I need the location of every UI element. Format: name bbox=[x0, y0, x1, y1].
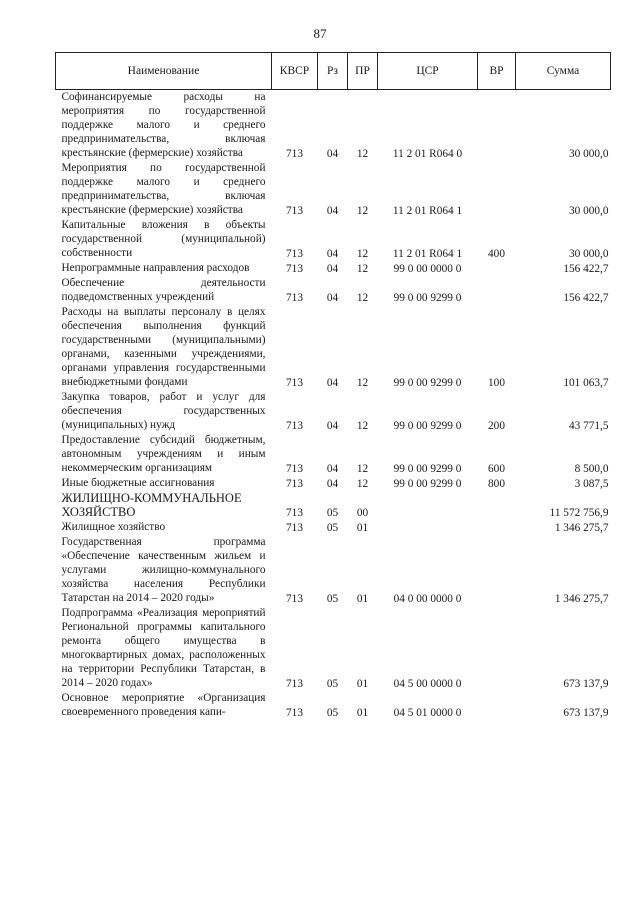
row-rz-cell: 04 bbox=[326, 205, 339, 217]
row-rz-cell: 04 bbox=[326, 463, 339, 475]
row-pr-cell: 12 bbox=[356, 377, 369, 389]
row-csr-cell: 11 2 01 R064 1 bbox=[392, 205, 463, 217]
row-vr-cell bbox=[478, 535, 516, 606]
row-name-cell: Жилищное хозяйство bbox=[61, 521, 166, 533]
table-row bbox=[56, 491, 611, 520]
row-sum-cell: 101 063,7 bbox=[563, 377, 609, 389]
row-pr-cell: 12 bbox=[356, 205, 369, 217]
table-row bbox=[56, 261, 611, 276]
row-kvsr-cell: 713 bbox=[286, 463, 303, 475]
row-csr-cell: 99 0 00 9299 0 bbox=[393, 377, 462, 389]
table-row bbox=[56, 276, 611, 305]
row-sum-cell: 156 422,7 bbox=[563, 263, 609, 275]
row-kvsr-cell: 713 bbox=[286, 420, 303, 432]
row-name-cell: Обеспечение деятельности подведомственных учреждений bbox=[61, 277, 266, 303]
table-row bbox=[56, 535, 611, 606]
row-name-cell: Предоставление субсидий бюджетным, автономным учреждениям и иным некоммерческим организациям bbox=[61, 434, 266, 474]
row-csr-cell: 99 0 00 9299 0 bbox=[393, 478, 462, 490]
row-name-cell: Софинансируемые расходы на мероприятия по государственной поддержке малого и среднего предпринимательства, включая крестьянские (фермерские) хозяйства bbox=[61, 91, 266, 159]
row-rz-cell: 04 bbox=[326, 420, 339, 432]
row-name-cell: Подпрограмма «Реализация мероприятий Региональной программы капитального ремонта общего имущества в многоквартирных домах, расположенных на территории Республики Татарстан, в 2014 – 2020 годах» bbox=[61, 607, 266, 689]
row-rz-cell: 05 bbox=[326, 707, 339, 719]
row-kvsr-cell: 713 bbox=[286, 593, 303, 605]
row-csr-cell: 99 0 00 9299 0 bbox=[393, 292, 462, 304]
row-kvsr-cell: 713 bbox=[286, 377, 303, 389]
row-vr-cell bbox=[478, 276, 516, 305]
header-vr: ВР bbox=[478, 53, 516, 90]
row-rz-cell: 04 bbox=[326, 248, 339, 260]
row-rz-cell: 04 bbox=[326, 292, 339, 304]
row-vr-cell bbox=[478, 606, 516, 691]
row-csr-cell: 11 2 01 R064 1 bbox=[392, 248, 463, 260]
row-kvsr-cell: 713 bbox=[286, 292, 303, 304]
row-name-cell: Иные бюджетные ассигнования bbox=[61, 477, 215, 489]
row-rz-cell: 04 bbox=[326, 377, 339, 389]
row-csr-cell: 04 5 01 0000 0 bbox=[393, 707, 462, 719]
row-sum-cell: 1 346 275,7 bbox=[554, 522, 609, 534]
row-csr-cell: 04 0 00 0000 0 bbox=[393, 593, 462, 605]
row-sum-cell: 673 137,9 bbox=[563, 678, 609, 690]
row-kvsr-cell: 713 bbox=[286, 678, 303, 690]
row-rz-cell: 04 bbox=[326, 478, 339, 490]
row-kvsr-cell: 713 bbox=[286, 263, 303, 275]
row-name-cell: Непрограммные направления расходов bbox=[61, 262, 250, 274]
row-name-cell: Расходы на выплаты персоналу в целях обеспечения выполнения функций государственными (муниципальными) органами, казенными учреждениями, органами управления государственными внебюджетными фондами bbox=[61, 306, 266, 388]
row-pr-cell: 01 bbox=[356, 522, 369, 534]
table-row bbox=[56, 691, 611, 720]
row-pr-cell: 01 bbox=[356, 707, 369, 719]
row-name-cell: ЖИЛИЩНО-КОММУНАЛЬНОЕ ХОЗЯЙСТВО bbox=[61, 491, 242, 519]
row-vr-cell bbox=[478, 90, 516, 162]
row-kvsr-cell: 713 bbox=[286, 707, 303, 719]
table-row bbox=[56, 520, 611, 535]
row-csr-cell: 11 2 01 R064 0 bbox=[392, 148, 463, 160]
row-vr-cell bbox=[478, 691, 516, 720]
row-pr-cell: 00 bbox=[356, 507, 369, 519]
table-header-row bbox=[56, 53, 611, 90]
budget-table bbox=[55, 52, 611, 720]
header-rz: Рз bbox=[318, 53, 348, 90]
row-pr-cell: 12 bbox=[356, 263, 369, 275]
row-pr-cell: 12 bbox=[356, 292, 369, 304]
row-sum-cell: 8 500,0 bbox=[574, 463, 609, 475]
row-csr-cell: 99 0 00 0000 0 bbox=[393, 263, 462, 275]
row-pr-cell: 01 bbox=[356, 678, 369, 690]
row-pr-cell: 12 bbox=[356, 148, 369, 160]
row-csr-cell bbox=[378, 520, 478, 535]
row-csr-cell: 99 0 00 9299 0 bbox=[393, 463, 462, 475]
row-rz-cell: 04 bbox=[326, 148, 339, 160]
row-pr-cell: 12 bbox=[356, 463, 369, 475]
row-rz-cell: 04 bbox=[326, 263, 339, 275]
header-sum: Сумма bbox=[516, 53, 611, 90]
table-row bbox=[56, 476, 611, 491]
page-number: 87 bbox=[313, 26, 327, 41]
row-sum-cell: 673 137,9 bbox=[563, 707, 609, 719]
row-vr-cell: 600 bbox=[488, 463, 505, 475]
table-row bbox=[56, 161, 611, 218]
header-csr: ЦСР bbox=[378, 53, 478, 90]
table-row bbox=[56, 390, 611, 433]
table-row bbox=[56, 90, 611, 162]
row-vr-cell bbox=[478, 491, 516, 520]
row-kvsr-cell: 713 bbox=[286, 478, 303, 490]
row-name-cell: Закупка товаров, работ и услуг для обеспечения государственных (муниципальных) нужд bbox=[61, 391, 266, 431]
row-sum-cell: 1 346 275,7 bbox=[554, 593, 609, 605]
row-csr-cell: 99 0 00 9299 0 bbox=[393, 420, 462, 432]
header-name: Наименование bbox=[56, 53, 272, 90]
row-rz-cell: 05 bbox=[326, 678, 339, 690]
row-csr-cell bbox=[378, 491, 478, 520]
row-csr-cell: 04 5 00 0000 0 bbox=[393, 678, 462, 690]
row-kvsr-cell: 713 bbox=[286, 248, 303, 260]
row-name-cell: Капитальные вложения в объекты государственной (муниципальной) собственности bbox=[61, 219, 266, 259]
row-name-cell: Основное мероприятие «Организация своевременного проведения капи- bbox=[61, 692, 266, 718]
table-row bbox=[56, 433, 611, 476]
header-pr: ПР bbox=[348, 53, 378, 90]
row-kvsr-cell: 713 bbox=[286, 205, 303, 217]
row-sum-cell: 43 771,5 bbox=[568, 420, 609, 432]
table-row bbox=[56, 218, 611, 261]
header-kvsr: КВСР bbox=[272, 53, 318, 90]
row-sum-cell: 11 572 756,9 bbox=[549, 507, 609, 519]
row-vr-cell bbox=[478, 520, 516, 535]
row-pr-cell: 12 bbox=[356, 248, 369, 260]
row-sum-cell: 156 422,7 bbox=[563, 292, 609, 304]
row-sum-cell: 30 000,0 bbox=[568, 248, 609, 260]
row-name-cell: Государственная программа «Обеспечение качественным жильем и услугами жилищно-коммунального хозяйства населения Республики Татарстан на 2014 – 2020 годы» bbox=[61, 536, 266, 604]
row-sum-cell: 30 000,0 bbox=[568, 148, 609, 160]
row-vr-cell bbox=[478, 161, 516, 218]
row-pr-cell: 12 bbox=[356, 478, 369, 490]
row-vr-cell: 200 bbox=[488, 420, 505, 432]
row-vr-cell: 800 bbox=[488, 478, 505, 490]
table-row bbox=[56, 606, 611, 691]
row-rz-cell: 05 bbox=[326, 507, 339, 519]
row-pr-cell: 12 bbox=[356, 420, 369, 432]
row-kvsr-cell: 713 bbox=[286, 148, 303, 160]
row-name-cell: Мероприятия по государственной поддержке малого и среднего предпринимательства, включая крестьянские (фермерские) хозяйства bbox=[61, 162, 266, 216]
row-kvsr-cell: 713 bbox=[286, 507, 303, 519]
row-sum-cell: 3 087,5 bbox=[574, 478, 609, 490]
row-rz-cell: 05 bbox=[326, 593, 339, 605]
row-vr-cell: 400 bbox=[488, 248, 505, 260]
row-sum-cell: 30 000,0 bbox=[568, 205, 609, 217]
row-kvsr-cell: 713 bbox=[286, 522, 303, 534]
row-pr-cell: 01 bbox=[356, 593, 369, 605]
table-row bbox=[56, 305, 611, 390]
row-vr-cell: 100 bbox=[488, 377, 505, 389]
row-rz-cell: 05 bbox=[326, 522, 339, 534]
row-vr-cell bbox=[478, 261, 516, 276]
